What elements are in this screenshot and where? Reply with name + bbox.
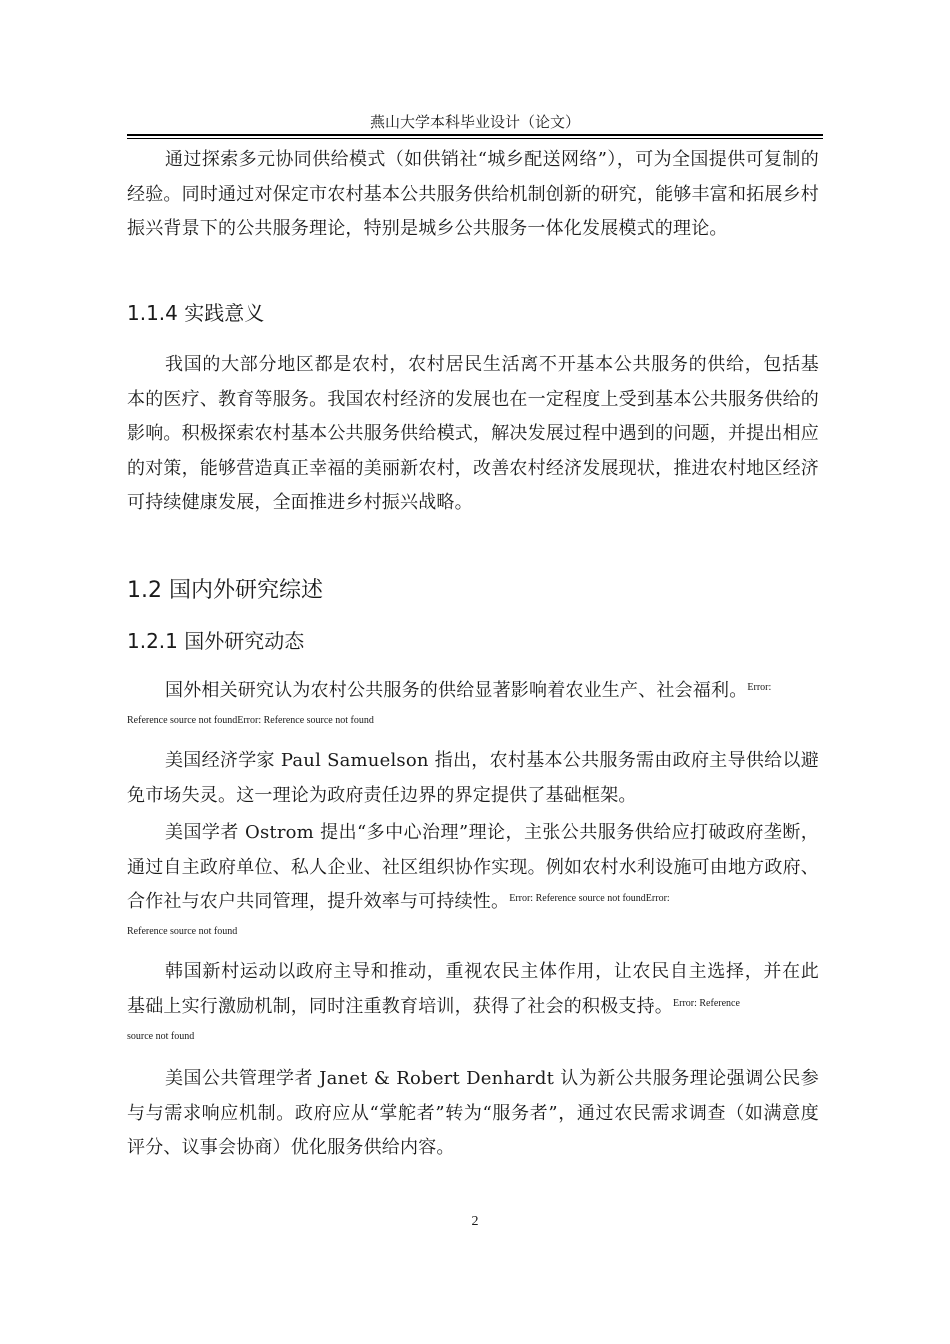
reference-error-korea: Error: Reference [673, 997, 740, 1009]
page-number: 2 [471, 1214, 479, 1229]
paragraph-samuelson: 美国经济学家 Paul Samuelson 指出，农村基本公共服务需由政府主导供给以避免市场失灵。这一理论为政府责任边界的界定提供了基础框架。 [127, 750, 819, 806]
paragraph-korea [127, 955, 819, 1024]
reference-error-ostrom: Error: Reference source not foundError: [509, 893, 670, 904]
header-rule-thick [127, 134, 823, 136]
reference-error-foreign-cont: Reference source not foundError: Reference source not found [127, 715, 374, 726]
heading-1-1-4: 1.1.4 实践意义 [127, 301, 265, 325]
paragraph-ostrom [127, 816, 819, 920]
heading-1-2-1: 1.2.1 国外研究动态 [127, 629, 305, 653]
paragraph-practice: 我国的大部分地区都是农村，农村居民生活离不开基本公共服务的供给，包括基本的医疗、教育等服务。我国农村经济的发展也在一定程度上受到基本公共服务供给的影响。积极探索农村基本公共服务供给模式，解决发展过程中遇到的问题，并提出相应的对策，能够营造真正幸福的美丽新农村，改善农村经济发展现状，推进农村地区经济可持续健康发展，全面推进乡村振兴战略。 [127, 354, 819, 513]
paragraph-intro: 通过探索多元协同供给模式（如供销社“城乡配送网络”），可为全国提供可复制的经验。同时通过对保定市农村基本公共服务供给机制创新的研究，能够丰富和拓展乡村振兴背景下的公共服务理论，特别是城乡公共服务一体化发展模式的理论。 [127, 149, 819, 239]
running-header: 燕山大学本科毕业设计（论文） [369, 113, 580, 131]
paragraph-foreign-text: 国外相关研究认为农村公共服务的供给显著影响着农业生产、社会福利。 [165, 680, 748, 701]
paragraph-foreign [127, 674, 819, 709]
reference-error-ostrom-cont: Reference source not found [127, 926, 238, 937]
paragraph-ostrom-text: 美国学者 Ostrom 提出“多中心治理”理论，主张公共服务供给应打破政府垄断，通过自主政府单位、私人企业、社区组织协作实现。例如农村水利设施可由地方政府、合作社与农户共同管理，提升效率与可持续性。 [127, 822, 819, 912]
paragraph-korea-text: 韩国新村运动以政府主导和推动，重视农民主体作用，让农民自主选择，并在此基础上实行激励机制，同时注重教育培训，获得了社会的积极支持。 [127, 961, 819, 1017]
header-rule-thin [127, 138, 823, 139]
reference-error-foreign: Error: [747, 682, 772, 693]
reference-error-korea-cont: source not found [127, 1031, 195, 1042]
paragraph-denhardt: 美国公共管理学者 Janet & Robert Denhardt 认为新公共服务理论强调公民参与与需求响应机制。政府应从“掌舵者”转为“服务者”，通过农民需求调查（如满意度评分、议事会协商）优化服务供给内容。 [127, 1068, 819, 1158]
heading-1-2: 1.2 国内外研究综述 [127, 578, 323, 603]
